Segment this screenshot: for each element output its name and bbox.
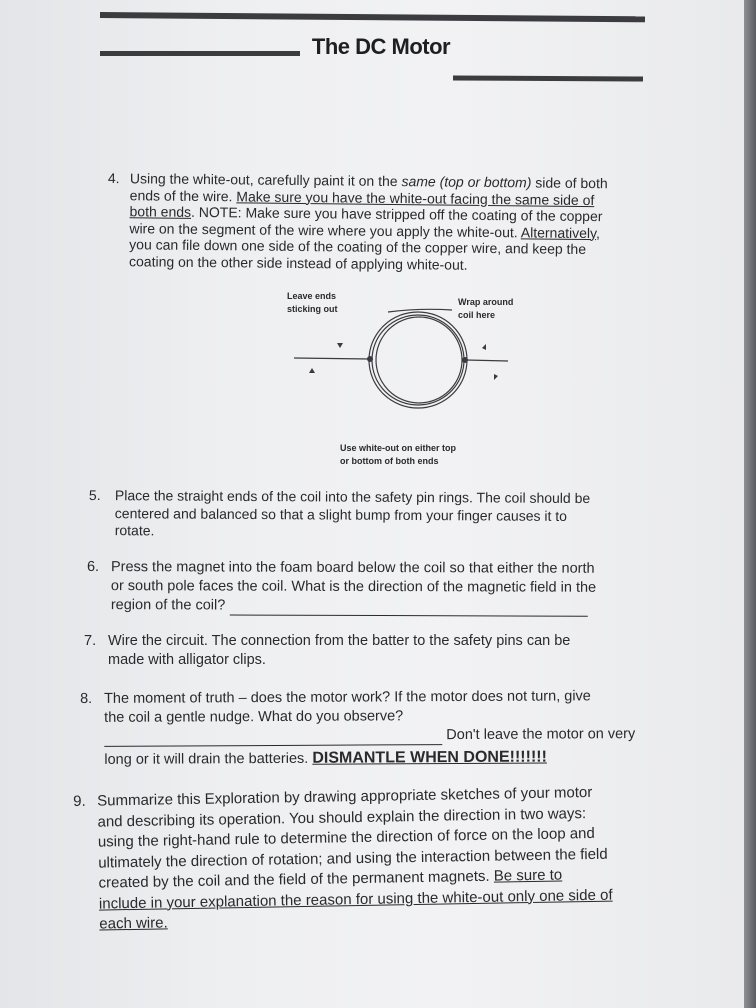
step-text [115, 487, 689, 543]
answer-blank[interactable] [229, 600, 587, 616]
step-number: 8. [80, 690, 93, 707]
page-title: The DC Motor [311, 34, 451, 59]
text-line: long or it will drain the batteries. [104, 750, 313, 768]
text-line: rotate. [114, 522, 155, 539]
text-line: wire on the segment of the wire where you apply the white-out. [129, 219, 521, 240]
text-line: using the right-hand rule to determine the direction of force on the loop and [97, 824, 595, 851]
step-4 [107, 170, 668, 275]
text-line: centered and balanced so that a slight bump from your finger causes it to [114, 504, 568, 524]
answer-blank[interactable] [104, 728, 442, 747]
caption-line: sticking out [287, 304, 338, 314]
underlined-text: both ends [129, 203, 192, 220]
text-line: Summarize this Exploration by drawing appropriate sketches of your motor [97, 783, 593, 810]
page-edge-shadow [744, 0, 756, 1008]
step-5 [89, 487, 689, 543]
dismantle-warning: DISMANTLE WHEN DONE!!!!!!! [312, 748, 547, 767]
label-use-whiteout [340, 442, 456, 468]
wire-joint-left [367, 356, 373, 362]
text-line: Wire the circuit. The connection from the batter to the safety pins can be [108, 633, 571, 649]
text-line: created by the coil and the field of the permanent magnets. [98, 867, 494, 892]
wire-joint-right [462, 357, 468, 363]
underlined-text: each wire. [99, 914, 168, 933]
step-7 [84, 632, 684, 670]
underlined-text: Alternatively, [520, 223, 601, 241]
caption-line: coil here [458, 310, 496, 320]
step-text [111, 558, 687, 617]
coil-diagram [270, 298, 520, 438]
step-number: 7. [84, 633, 97, 649]
header-rule-left [100, 51, 300, 56]
caption-line: Leave ends [287, 291, 337, 301]
coil-loop [369, 312, 467, 408]
header-rule-right [453, 76, 643, 82]
arrow-mark [482, 344, 486, 350]
step-6 [87, 558, 687, 617]
step-8 [80, 687, 700, 770]
text-line: coating on the other side instead of applying white-out. [128, 252, 468, 273]
text-line: and describing its operation. You should explain the direction in two ways: [97, 804, 587, 831]
step-number: 9. [73, 792, 86, 810]
step-9 [73, 781, 715, 936]
step-text [97, 781, 715, 935]
caption-line: Wrap around [458, 297, 514, 307]
arrow-mark [337, 343, 343, 348]
text-line: Using the white-out, carefully paint it on the [129, 170, 402, 190]
caption-line: or bottom of both ends [340, 456, 439, 466]
text-line: made with alligator clips. [108, 652, 266, 668]
step-text [108, 632, 684, 670]
text-line: ends of the wire. [129, 186, 237, 204]
wire-end-right [466, 360, 508, 361]
step-number: 6. [86, 559, 100, 576]
text-line: The moment of truth – does the motor work? If the motor does not turn, give [104, 688, 591, 707]
text-line: region of the coil? [110, 597, 226, 614]
step-number: 4. [107, 170, 120, 187]
text-line: or south pole faces the coil. What is the direction of the magnetic field in the [110, 578, 597, 596]
text-line: same (top or bottom) [401, 173, 532, 191]
underlined-text: include in your explanation the reason for using the white-out only one side of [98, 886, 613, 913]
coil-loop [372, 315, 464, 405]
coil-loop [376, 317, 462, 403]
arrow-mark [494, 374, 498, 380]
underlined-text: Make sure you have the white-out facing the same side of [236, 187, 595, 208]
step-text [129, 170, 668, 275]
text-line: Place the straight ends of the coil into the safety pin rings. The coil should be [114, 487, 591, 507]
text-line: side of both [531, 174, 608, 192]
step-number: 5. [88, 487, 101, 504]
arrow-mark [309, 368, 315, 373]
text-line: Press the magnet into the foam board below the coil so that either the north [110, 559, 595, 577]
text-line: you can file down one side of the coating of the copper wire, and keep the [129, 236, 587, 258]
step-text [104, 687, 700, 770]
wire-end-left [294, 358, 370, 359]
text-line: . NOTE: Make sure you have stripped off the coating of the copper [190, 203, 603, 225]
caption-line: Use white-out on either top [340, 443, 456, 453]
text-line: Don't leave the motor on very [446, 726, 636, 744]
text-line: the coil a gentle nudge. What do you observe? [104, 708, 404, 726]
text-line: ultimately the direction of rotation; and using the interaction between the field [98, 845, 608, 872]
underlined-text: Be sure to [493, 866, 563, 885]
